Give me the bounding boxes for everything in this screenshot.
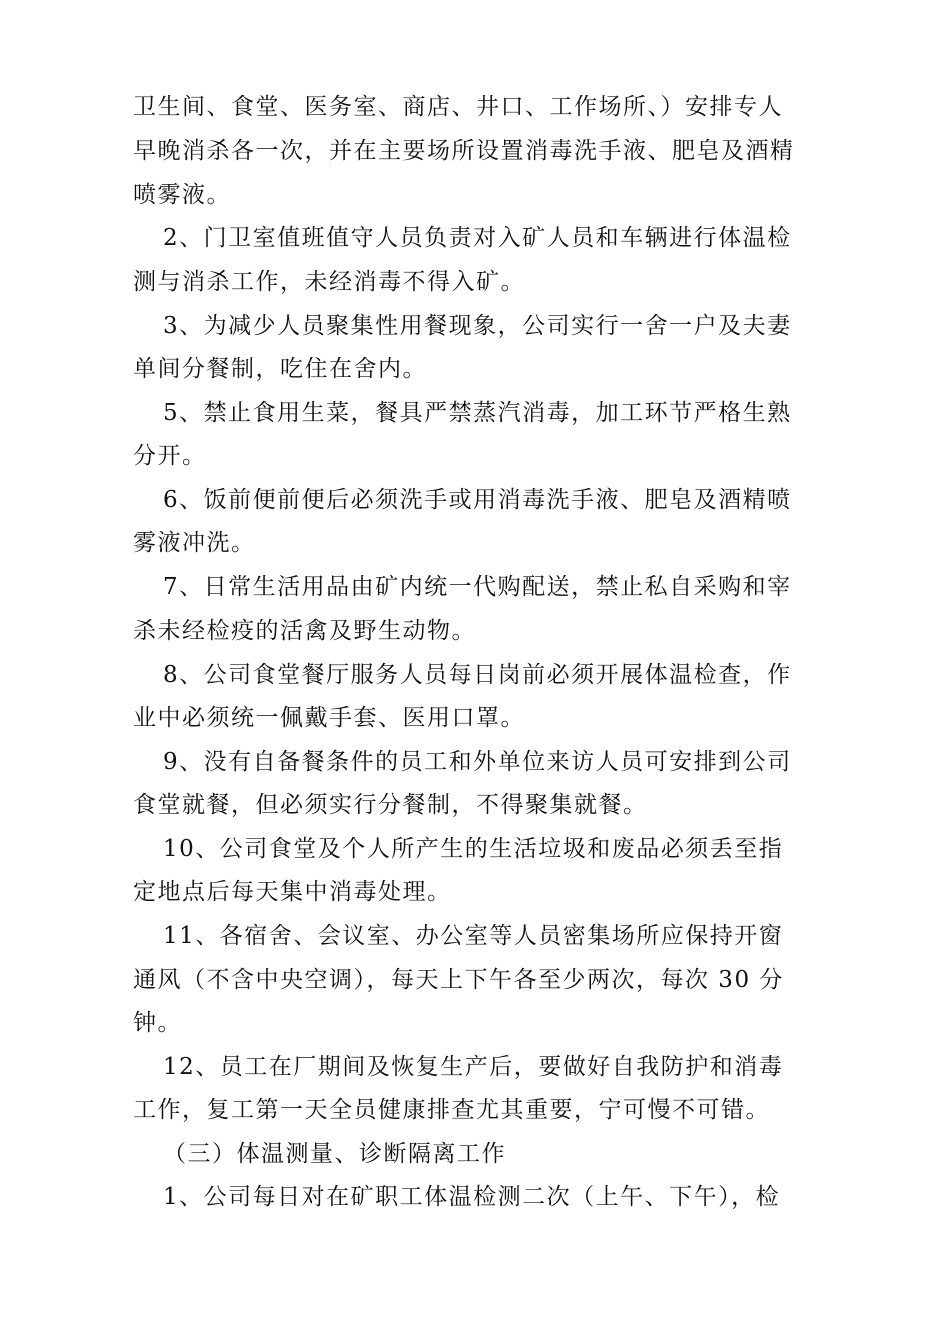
text-line: 测与消杀工作，未经消毒不得入矿。 [133,269,525,295]
text-line: 卫生间、食堂、医务室、商店、井口、工作场所、）安排专人 [133,94,783,120]
text-line: 钟。 [133,1010,182,1036]
text-line: 3、为减少人员聚集性用餐现象，公司实行一舍一户及夫妻 [163,313,792,339]
text-line: 7、日常生活用品由矿内统一代购配送，禁止私自采购和宰 [163,574,792,600]
text-line: 12、员工在厂期间及恢复生产后，要做好自我防护和消毒 [163,1054,784,1080]
section-heading: （三）体温测量、诊断隔离工作 [163,1141,506,1167]
text-line: 工作，复工第一天全员健康排查尤其重要，宁可慢不可错。 [133,1097,770,1123]
text-line: 喷雾液。 [133,182,231,208]
text-line: 杀未经检疫的活禽及野生动物。 [133,618,476,644]
text-line: 分开。 [133,443,207,469]
text-line: 通风（不含中央空调），每天上下午各至少两次，每次 30 分 [133,967,784,993]
text-line: 11、各宿舍、会议室、办公室等人员密集场所应保持开窗 [163,923,784,949]
text-line: 6、饭前便前便后必须洗手或用消毒洗手液、肥皂及酒精喷 [163,487,792,513]
text-line: 定地点后每天集中消毒处理。 [133,879,452,905]
text-line: 业中必须统一佩戴手套、医用口罩。 [133,705,525,731]
text-line: 单间分餐制，吃住在舍内。 [133,356,427,382]
text-line: 9、没有自备餐条件的员工和外单位来访人员可安排到公司 [163,749,792,775]
text-line: 10、公司食堂及个人所产生的生活垃圾和废品必须丢至指 [163,836,784,862]
text-line: 5、禁止食用生菜，餐具严禁蒸汽消毒，加工环节严格生熟 [163,400,792,426]
text-line: 1、公司每日对在矿职工体温检测二次（上午、下午），检 [163,1184,781,1210]
text-line: 2、门卫室值班值守人员负责对入矿人员和车辆进行体温检 [163,225,792,251]
text-line: 早晚消杀各一次，并在主要场所设置消毒洗手液、肥皂及酒精 [133,138,795,164]
text-line: 8、公司食堂餐厅服务人员每日岗前必须开展体温检查，作 [163,662,792,688]
text-line: 食堂就餐，但必须实行分餐制，不得聚集就餐。 [133,792,648,818]
text-line: 雾液冲洗。 [133,530,256,556]
